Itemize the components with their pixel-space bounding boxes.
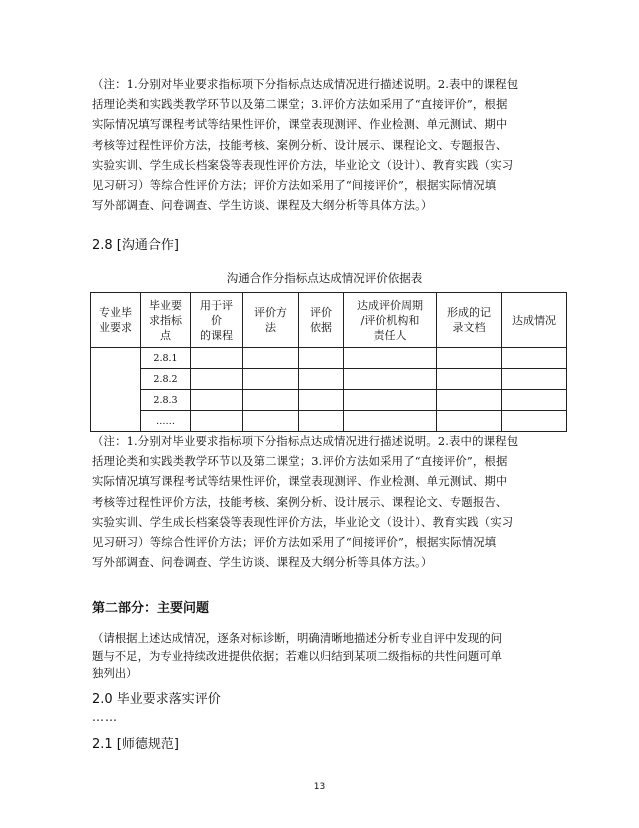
note-block-top <box>92 74 564 215</box>
ellipsis-text: …… <box>92 710 118 724</box>
note-line: 见习研习）等综合性评价方法；评价方法如采用了“间接评价”，根据实际情况填 <box>92 178 497 193</box>
header-cell <box>191 293 243 348</box>
table-header-row <box>91 293 567 348</box>
header-text: 形成的记 <box>447 306 491 319</box>
note-line: 括理论类和实践类教学环节以及第二课堂；3.评价方法如采用了“直接评价”，根据 <box>92 97 508 112</box>
note-line: 实验实训、学生成长档案袋等表现性评价方法，毕业论文（设计）、教育实践（实习 <box>92 514 514 529</box>
table-cell <box>299 348 344 369</box>
table-cell <box>191 390 243 411</box>
table-cell <box>243 348 299 369</box>
table-cell <box>344 390 437 411</box>
table-cell <box>344 411 437 432</box>
header-text: 评价方 <box>254 306 287 319</box>
header-text: 达成评价周期 <box>357 298 423 312</box>
table-cell <box>502 369 567 390</box>
note-line: 见习研习）等综合性评价方法；评价方法如采用了“间接评价”，根据实际情况填 <box>92 535 497 550</box>
header-text: 达成情况 <box>512 313 556 327</box>
note-line: 写外部调查、问卷调查、学生访谈、课程及大纲分析等具体方法。） <box>92 555 433 570</box>
table-cell <box>191 348 243 369</box>
table-cell <box>299 369 344 390</box>
table-cell <box>191 369 243 390</box>
header-text: 责任人 <box>373 328 407 342</box>
part-two-intro <box>92 630 552 683</box>
note-line: 考核等过程性评价方法，技能考核、案例分析、设计展示、课程论文、专题报告、 <box>92 494 508 509</box>
header-cell <box>141 293 191 348</box>
header-cell <box>243 293 299 348</box>
intro-line: 题与不足，为专业持续改进提供依据；若难以归结到某项二级指标的共性问题可单 <box>92 648 503 663</box>
header-text: 业要求 <box>99 321 132 334</box>
table-row <box>91 390 567 411</box>
note-line: 括理论类和实践类教学环节以及第二课堂；3.评价方法如采用了“直接评价”，根据 <box>92 454 508 469</box>
table-cell <box>243 369 299 390</box>
header-text: 的课程 <box>200 328 233 342</box>
table-cell-requirement <box>91 348 141 432</box>
table-cell <box>243 411 299 432</box>
header-cell <box>437 293 502 348</box>
table-cell <box>344 369 437 390</box>
part-two-title: 第二部分：主要问题 <box>92 601 210 616</box>
note-line: （注：1.分别对毕业要求指标项下分指标点达成情况进行描述说明。2.表中的课程包 <box>92 77 519 91</box>
table-cell <box>299 390 344 411</box>
table-title: 沟通合作分指标点达成情况评价依据表 <box>226 271 423 285</box>
table-cell <box>243 390 299 411</box>
section-heading-2-8: 2.8 [沟通合作] <box>92 238 179 253</box>
header-cell <box>91 293 141 348</box>
table-cell-indicator: 2.8.3 <box>141 390 191 411</box>
header-text: 专业毕 <box>99 306 132 319</box>
note-block-bottom <box>92 431 564 572</box>
table-cell <box>437 390 502 411</box>
table-cell-indicator: 2.8.1 <box>141 348 191 369</box>
header-text: 点 <box>160 328 171 342</box>
evaluation-table <box>90 292 567 432</box>
table-cell <box>437 348 502 369</box>
note-line: 实际情况填写课程考试等结果性评价，课堂表现测评、作业检测、单元测试、期中 <box>92 474 508 489</box>
note-line: （注：1.分别对毕业要求指标项下分指标点达成情况进行描述说明。2.表中的课程包 <box>92 434 519 448</box>
table-cell <box>502 390 567 411</box>
section-heading-2-1: 2.1 [师德规范] <box>92 737 179 752</box>
note-line: 实验实训、学生成长档案袋等表现性评价方法，毕业论文（设计）、教育实践（实习 <box>92 157 514 172</box>
header-text: 求指标 <box>149 313 182 327</box>
table-row <box>91 348 567 369</box>
header-text: 毕业要 <box>149 298 182 312</box>
table-cell <box>437 369 502 390</box>
header-text: /评价机构和 <box>360 313 420 327</box>
header-cell <box>344 293 437 348</box>
table-row <box>91 411 567 432</box>
note-line: 考核等过程性评价方法，技能考核、案例分析、设计展示、课程论文、专题报告、 <box>92 137 508 152</box>
note-line: 写外部调查、问卷调查、学生访谈、课程及大纲分析等具体方法。） <box>92 198 433 213</box>
header-text: 价 <box>211 313 222 327</box>
header-text: 法 <box>265 321 276 334</box>
page-number: 13 <box>313 782 326 792</box>
table-cell <box>344 348 437 369</box>
section-heading-2-0: 2.0 毕业要求落实评价 <box>92 692 221 707</box>
header-cell <box>502 293 567 348</box>
table-cell <box>299 411 344 432</box>
header-text: 评价 <box>310 306 332 319</box>
table-row <box>91 369 567 390</box>
intro-line: 独列出） <box>92 666 138 680</box>
header-text: 依据 <box>310 321 332 334</box>
table-cell <box>191 411 243 432</box>
intro-line: （请根据上述达成情况，逐条对标诊断，明确清晰地描述分析专业自评中发现的问 <box>92 631 503 645</box>
table-cell <box>502 348 567 369</box>
header-text: 用于评 <box>200 298 233 312</box>
header-text: 录文档 <box>452 321 486 334</box>
table-cell-indicator: 2.8.2 <box>141 369 191 390</box>
note-line: 实际情况填写课程考试等结果性评价，课堂表现测评、作业检测、单元测试、期中 <box>92 117 508 132</box>
table-cell-indicator: …… <box>141 411 191 432</box>
header-cell <box>299 293 344 348</box>
table-cell <box>437 411 502 432</box>
table-cell <box>502 411 567 432</box>
